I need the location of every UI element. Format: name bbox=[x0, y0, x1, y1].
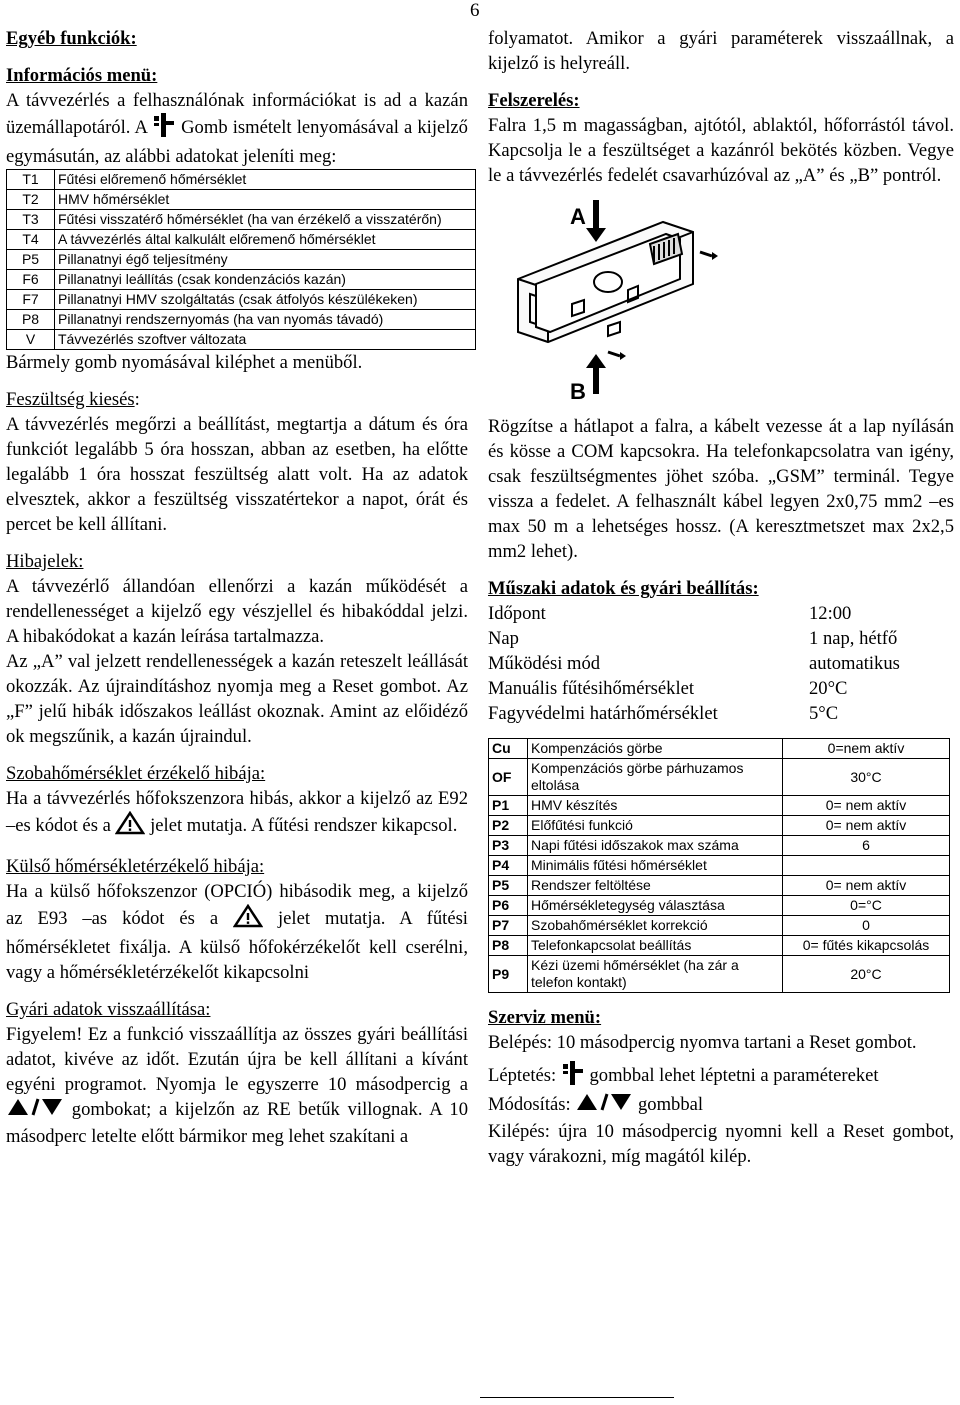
parameter-row bbox=[489, 956, 950, 993]
parameter-row bbox=[489, 936, 950, 956]
parameter-name: Szobahőmérséklet korrekció bbox=[528, 916, 783, 936]
parameter-row bbox=[489, 796, 950, 816]
parameter-value: 0= nem aktív bbox=[783, 796, 950, 816]
factory-reset-heading: Gyári adatok visszaállítása: bbox=[6, 999, 211, 1020]
info-row bbox=[7, 330, 476, 350]
default-value: 5°C bbox=[809, 703, 839, 724]
default-value: 20°C bbox=[809, 678, 848, 699]
info-code: T1 bbox=[7, 170, 55, 190]
factory-text-a: Figyelem! Ez a funkció visszaállítja az összes gyári beállítási adatot, kivéve az időt. Ezután újra be kell állítani a kívánt egyéni programot. Nyomja le egyszerre 10 másodpercig a bbox=[6, 1024, 468, 1095]
service-enter: Belépés: 10 másodpercig nyomva tartani a Reset gombot. bbox=[488, 1032, 917, 1053]
service-step bbox=[488, 1061, 954, 1092]
default-value: automatikus bbox=[809, 653, 900, 674]
screw-icon bbox=[700, 252, 718, 260]
parameter-code: P5 bbox=[489, 876, 528, 896]
info-row bbox=[7, 290, 476, 310]
tech-data-heading: Műszaki adatok és gyári beállítás: bbox=[488, 578, 759, 599]
info-row bbox=[7, 250, 476, 270]
continuation-text: folyamatot. Amikor a gyári paraméterek visszaállnak, a kijelző is helyreáll. bbox=[488, 28, 954, 74]
screw-icon bbox=[608, 352, 626, 360]
parameter-name: Napi fűtési időszakok max száma bbox=[528, 836, 783, 856]
room-text-a: Ha a távvezérlés hőfokszenzora hibás, akkor a kijelző az E92 –es kódot és a bbox=[6, 788, 468, 836]
info-row bbox=[7, 190, 476, 210]
info-code: T4 bbox=[7, 230, 55, 250]
parameter-value: 0 bbox=[783, 916, 950, 936]
parameter-name: Kézi üzemi hőmérséklet (ha zár a telefon kontakt) bbox=[528, 956, 783, 993]
outdoor-sensor-heading: Külső hőmérsékletérzékelő hibája: bbox=[6, 856, 265, 877]
info-intro-b: Gomb ismételt lenyomásával a kijelző egymásután, az alábbi adatokat jeleníti meg: bbox=[6, 116, 468, 167]
parameter-name: Telefonkapcsolat beállítás bbox=[528, 936, 783, 956]
service-step-text: gombbal lehet léptetni a paramétereket bbox=[589, 1064, 879, 1086]
warning-triangle-icon bbox=[115, 811, 145, 842]
up-down-arrows-icon bbox=[575, 1092, 633, 1119]
room-text-b: jelet mutatja. A fűtési rendszer kikapcsol. bbox=[150, 814, 458, 836]
service-modify-label: Módosítás: bbox=[488, 1094, 571, 1115]
info-code: F7 bbox=[7, 290, 55, 310]
right-column bbox=[488, 26, 954, 1169]
info-description: Távvezérlés szoftver változata bbox=[55, 330, 476, 350]
info-menu-heading: Információs menü: bbox=[6, 65, 158, 86]
parameter-value: 20°C bbox=[783, 956, 950, 993]
installation-text: Falra 1,5 m magasságban, ajtótól, ablaktól, hőforrástól távol. Kapcsolja le a feszültséget a kazánról bekötés közben. Vegye le a távvezérlés fedelét csavarhúzóval az „A” és „B” pontról. bbox=[488, 115, 954, 186]
parameter-code: P8 bbox=[489, 936, 528, 956]
parameter-table bbox=[488, 738, 950, 993]
arrow-a-icon bbox=[586, 200, 606, 242]
parameter-name: Rendszer feltöltése bbox=[528, 876, 783, 896]
outdoor-sensor-text bbox=[6, 879, 468, 985]
info-description: Pillanatnyi leállítás (csak kondenzációs kazán) bbox=[55, 270, 476, 290]
parameter-code: OF bbox=[489, 759, 528, 796]
other-functions-heading: Egyéb funkciók: bbox=[6, 28, 137, 49]
parameter-code: P3 bbox=[489, 836, 528, 856]
wall-plate-icon bbox=[518, 222, 693, 342]
info-row bbox=[7, 230, 476, 250]
parameter-code: P9 bbox=[489, 956, 528, 993]
installation-heading: Felszerelés: bbox=[488, 90, 580, 111]
service-modify-text: gombbal bbox=[637, 1094, 704, 1115]
info-description: Pillanatnyi HMV szolgáltatás (csak átfolyós készülékeken) bbox=[55, 290, 476, 310]
parameter-value bbox=[783, 856, 950, 876]
info-code: P8 bbox=[7, 310, 55, 330]
parameter-row bbox=[489, 896, 950, 916]
info-code: T3 bbox=[7, 210, 55, 230]
default-value: 12:00 bbox=[809, 603, 852, 624]
parameter-value: 0= nem aktív bbox=[783, 876, 950, 896]
default-name: Nap bbox=[488, 628, 519, 649]
info-code: T2 bbox=[7, 190, 55, 210]
factory-reset-text bbox=[6, 1022, 468, 1149]
outdoor-text-a: Ha a külső hőfokszenzor (OPCIÓ) hibásodik meg, a kijelző az E93 –as kódot és a bbox=[6, 881, 468, 929]
info-description: Pillanatnyi égő teljesítmény bbox=[55, 250, 476, 270]
default-row bbox=[488, 701, 954, 726]
default-row bbox=[488, 676, 954, 701]
info-description: HMV hőmérséklet bbox=[55, 190, 476, 210]
parameter-value: 0=°C bbox=[783, 896, 950, 916]
parameter-value: 30°C bbox=[783, 759, 950, 796]
info-row bbox=[7, 170, 476, 190]
power-text: A távvezérlés megőrzi a beállítást, megtartja a dátum és óra funkciót legalább 5 óra hosszan, abban az esetben, ha előtte legalább 1 óra hosszat feszültség alatt volt. Ha az adatok elvesztek, akkor a feszültség visszatértekor a napot, órát és percet be kell állítani. bbox=[6, 414, 468, 535]
parameter-code: P7 bbox=[489, 916, 528, 936]
mounting-text: Rögzítse a hátlapot a falra, a kábelt vezesse át a lap nyílásán és kösse a COM kapcsokra. Ha telefonkapcsolatra van igény, csak feszültségmentes jöhet szóba. „GSM” terminál. Tegye vissza a fedelet. A felhasznált kábel legyen 2x0,75 mm2 –es max 50 m a lehetséges hossz. (A keresztmetszet max 2x2,5 mm2 lehet). bbox=[488, 416, 954, 562]
parameter-value: 6 bbox=[783, 836, 950, 856]
info-table bbox=[6, 169, 476, 350]
defaults-table bbox=[488, 601, 954, 726]
info-intro bbox=[6, 88, 468, 169]
info-key-icon bbox=[561, 1061, 585, 1092]
info-description: Fűtési visszatérő hőmérséklet (ha van érzékelő a visszatérőn) bbox=[55, 210, 476, 230]
parameter-code: P4 bbox=[489, 856, 528, 876]
warning-triangle-icon bbox=[233, 904, 263, 935]
parameter-name: Kompenzációs görbe párhuzamos eltolása bbox=[528, 759, 783, 796]
parameter-row bbox=[489, 916, 950, 936]
parameter-row bbox=[489, 836, 950, 856]
power-heading-colon: : bbox=[134, 389, 140, 410]
power-heading: Feszültség kiesés bbox=[6, 389, 135, 410]
info-code: F6 bbox=[7, 270, 55, 290]
parameter-row bbox=[489, 759, 950, 796]
parameter-value: 0= fűtés kikapcsolás bbox=[783, 936, 950, 956]
info-description: Pillanatnyi rendszernyomás (ha van nyomás távadó) bbox=[55, 310, 476, 330]
default-row bbox=[488, 651, 954, 676]
room-sensor-heading: Szobahőmérséklet érzékelő hibája: bbox=[6, 763, 266, 784]
default-row bbox=[488, 601, 954, 626]
default-value: 1 nap, hétfő bbox=[809, 628, 898, 649]
parameter-value: 0=nem aktív bbox=[783, 739, 950, 759]
info-row bbox=[7, 310, 476, 330]
parameter-name: Hőmérsékletegység választása bbox=[528, 896, 783, 916]
power-section-heading bbox=[6, 387, 468, 412]
parameter-value: 0= nem aktív bbox=[783, 816, 950, 836]
error-text-2: Az „A” val jelzett rendellenességek a kazán reteszelt leállását okozzák. Az újraindításhoz nyomja meg a Reset gombot. Az „F” jelű hibák időszakos leállást okoznak. Amint az előidéző ok megszűnik, a kazán újraindul. bbox=[6, 651, 468, 747]
default-row bbox=[488, 626, 954, 651]
default-name: Időpont bbox=[488, 603, 546, 624]
wall-plate-illustration bbox=[488, 194, 954, 404]
info-description: A távvezérlés által kalkulált előremenő hőmérséklet bbox=[55, 230, 476, 250]
default-name: Működési mód bbox=[488, 653, 601, 674]
up-down-arrows-icon bbox=[6, 1097, 64, 1124]
factory-text-b: gombokat; a kijelzőn az RE betűk villognak. A 10 másodperc letelte előtt bármikor meg lehet szakítani a bbox=[6, 1099, 468, 1148]
mounting-diagram bbox=[488, 194, 954, 404]
service-exit: Kilépés: újra 10 másodpercig nyomni kell a Reset gombot, vagy várakozni, míg magától kilép. bbox=[488, 1121, 954, 1168]
label-b: B bbox=[570, 379, 586, 404]
parameter-row bbox=[489, 816, 950, 836]
service-menu-heading: Szerviz menü: bbox=[488, 1007, 602, 1028]
info-code: P5 bbox=[7, 250, 55, 270]
parameter-row bbox=[489, 856, 950, 876]
parameter-row bbox=[489, 876, 950, 896]
label-a: A bbox=[570, 204, 586, 229]
service-modify bbox=[488, 1092, 954, 1119]
parameter-code: P2 bbox=[489, 816, 528, 836]
info-description: Fűtési előremenő hőmérséklet bbox=[55, 170, 476, 190]
parameter-row bbox=[489, 739, 950, 759]
info-key-icon bbox=[152, 113, 176, 144]
service-step-label: Léptetés: bbox=[488, 1064, 557, 1086]
left-column bbox=[6, 26, 468, 1149]
default-name: Fagyvédelmi határhőmérséklet bbox=[488, 703, 718, 724]
info-row bbox=[7, 210, 476, 230]
parameter-code: Cu bbox=[489, 739, 528, 759]
parameter-code: P6 bbox=[489, 896, 528, 916]
info-code: V bbox=[7, 330, 55, 350]
footer-rule bbox=[480, 1397, 674, 1398]
outdoor-text-b: jelet mutatja. A fűtési hőmérsékletet fixálja. A külső hőfokérzékelőt kell cserélni, vagy a hőmérsékletérzékelőt kikapcsolni bbox=[6, 907, 468, 983]
error-text-1: A távvezérlő állandóan ellenőrzi a kazán működését a rendellenességet a kijelző egy vészjellel és hibakóddal jelzi. A hibakódokat a kazán leírása tartalmazza. bbox=[6, 576, 468, 647]
page-number: 6 bbox=[470, 0, 480, 21]
parameter-code: P1 bbox=[489, 796, 528, 816]
parameter-name: Kompenzációs görbe bbox=[528, 739, 783, 759]
info-intro-a: A távvezérlés a felhasználónak információkat is ad a kazán üzemállapotáról. A bbox=[6, 90, 468, 138]
parameter-name: Előfűtési funkció bbox=[528, 816, 783, 836]
parameter-name: HMV készítés bbox=[528, 796, 783, 816]
info-exit: Bármely gomb nyomásával kiléphet a menüből. bbox=[6, 352, 363, 373]
room-sensor-text bbox=[6, 786, 468, 842]
error-heading: Hibajelek: bbox=[6, 551, 84, 572]
arrow-b-icon bbox=[586, 354, 606, 394]
default-name: Manuális fűtésihőmérséklet bbox=[488, 678, 695, 699]
parameter-name: Minimális fűtési hőmérséklet bbox=[528, 856, 783, 876]
info-row bbox=[7, 270, 476, 290]
